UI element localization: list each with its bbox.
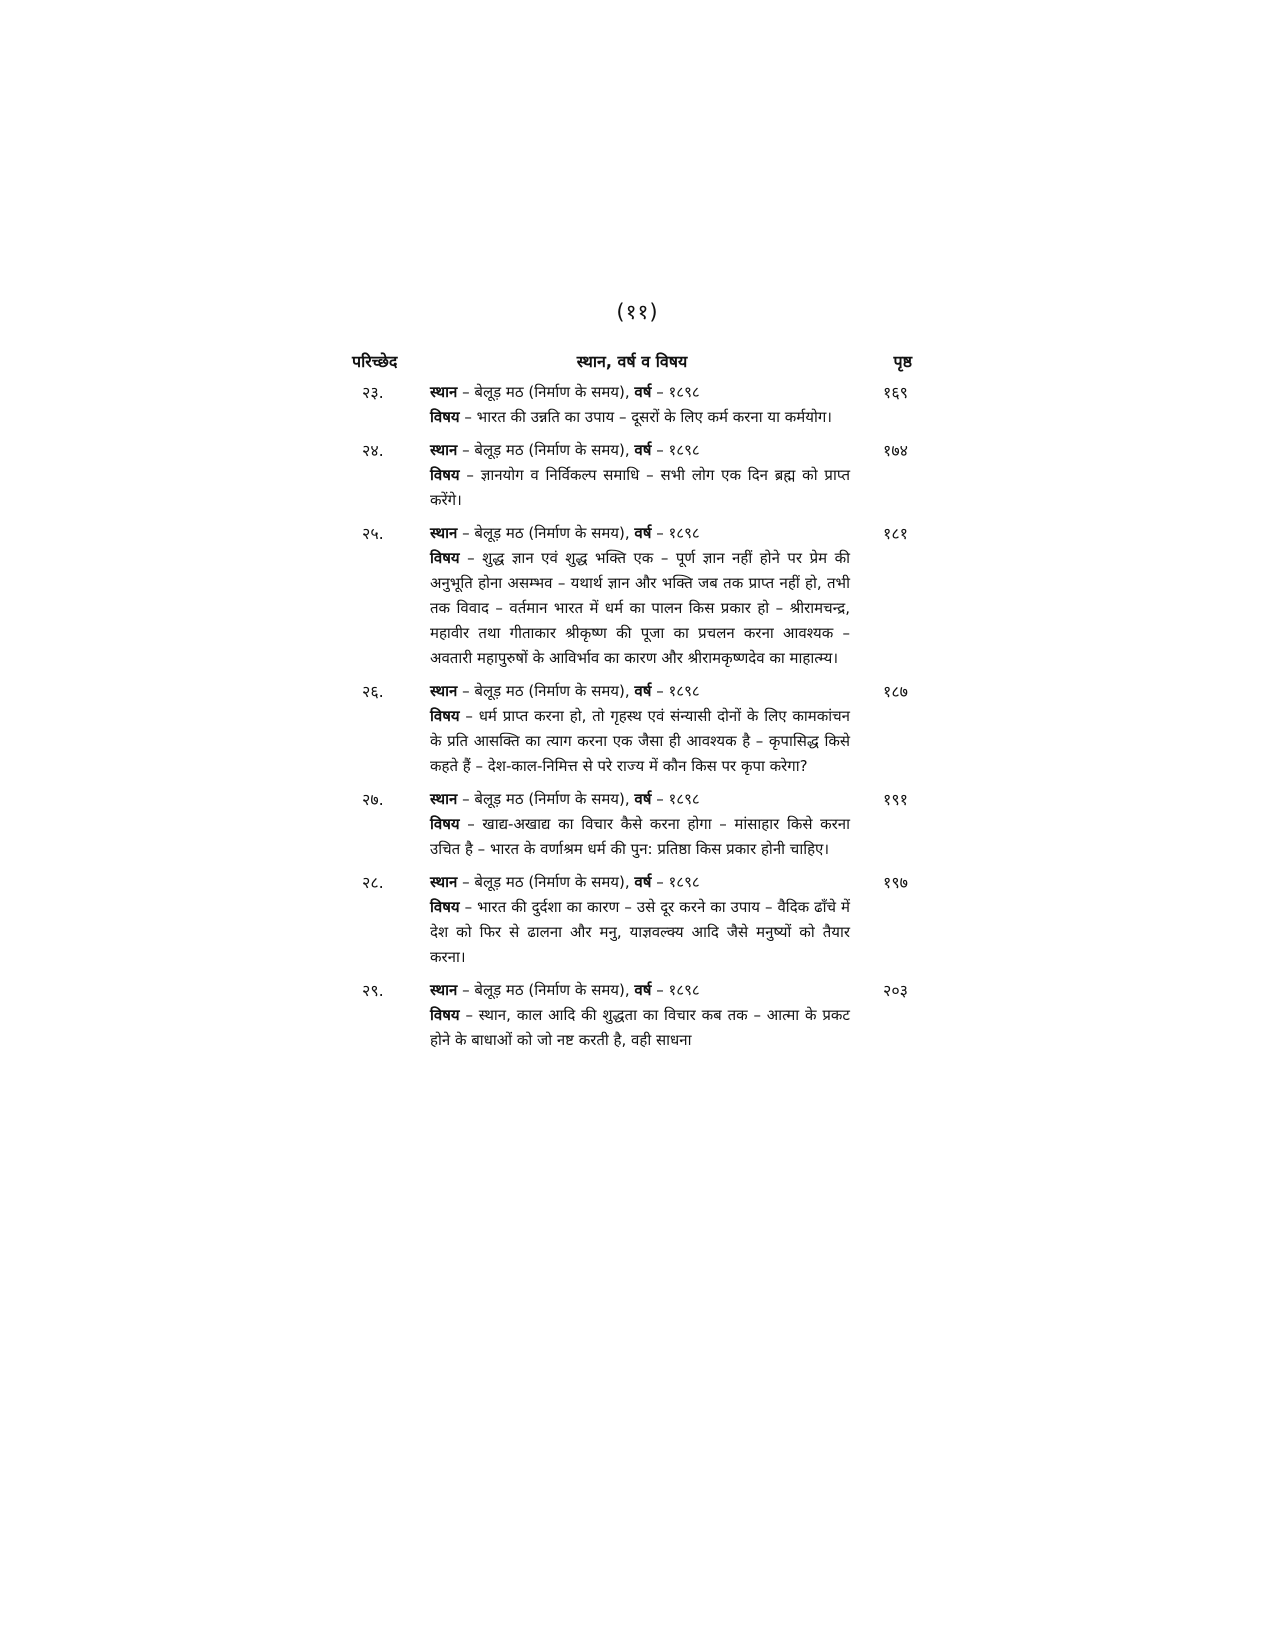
entry-place-line [430,679,850,704]
place-label: स्थान [430,682,458,700]
entry-year: १८९८ [668,873,700,891]
dash: – [459,707,479,725]
entry-year: १८९८ [668,524,700,542]
entry-subject-line [430,408,832,426]
entry-subject: स्थान, काल आदि की शुद्धता का विचार कब तक – आत्मा के प्रकट होने के बाधाओं को जो नष्ट करती है, वही साधना [430,1006,850,1049]
toc-entry [352,521,912,671]
entry-chapter-number: २९. [362,981,384,1000]
entry-chapter-number: २३. [362,383,384,402]
header-chapter: परिच्छेद [352,352,398,371]
entry-subject-line [430,815,850,858]
entry-chapter-number: २८. [362,873,384,892]
entry-place: बेलूड़ मठ (निर्माण के समय), [474,524,630,542]
entry-place-line [430,438,850,463]
toc-entry [352,787,912,862]
place-label: स्थान [430,441,458,459]
entry-chapter-number: २४. [362,441,384,460]
entry-place: बेलूड़ मठ (निर्माण के समय), [474,383,630,401]
toc-entry [352,438,912,513]
entry-page-number: १९७ [883,873,908,892]
year-label: वर्ष [634,524,652,542]
entry-page-number: १७४ [883,441,908,460]
subject-label: विषय [430,815,460,833]
entry-subject: खाद्य-अखाद्य का विचार कैसे करना होगा – मांसाहार किसे करना उचित है – भारत के वर्णाश्रम धर्म की पुन: प्रतिष्ठा किस प्रकार होनी चाहिए। [430,815,851,858]
entry-subject: ज्ञानयोग व निर्विकल्प समाधि – सभी लोग एक दिन ब्रह्म को प्राप्त करेंगे। [430,466,850,509]
entry-subject-line [430,549,850,667]
dash: – [457,441,475,459]
entry-place: बेलूड़ मठ (निर्माण के समय), [474,790,630,808]
dash: – [651,682,669,700]
entry-place-line [430,380,850,405]
dash: – [457,383,475,401]
dash: – [459,1006,479,1024]
year-label: वर्ष [634,790,652,808]
place-label: स्थान [430,873,458,891]
entry-year: १८९८ [668,441,700,459]
place-label: स्थान [430,981,458,999]
entry-subject: धर्म प्राप्त करना हो, तो गृहस्थ एवं संन्यासी दोनों के लिए कामकांचन के प्रति आसक्ति का त्याग करना एक जैसा ही आवश्यक है – कृपासिद्ध किसे कहते हैं – देश-काल-निमित्त से परे राज्य में कौन किस पर कृपा करेगा? [430,707,850,775]
page-number: (११) [616,300,659,324]
toc-entry [352,870,912,970]
dash: – [459,898,478,916]
year-label: वर्ष [634,682,652,700]
entry-subject-line [430,1006,850,1049]
header-subject: स्थान, वर्ष व विषय [576,352,688,371]
entry-place-line [430,870,850,895]
dash: – [459,815,483,833]
entry-subject-line [430,466,850,509]
entry-body [430,870,850,970]
toc-header [352,350,912,380]
year-label: वर्ष [634,383,652,401]
entry-place-line [430,787,850,812]
table-of-contents [352,350,912,1061]
dash: – [651,441,669,459]
entry-body [430,521,850,671]
year-label: वर्ष [634,441,652,459]
entry-page-number: १९१ [883,790,908,809]
subject-label: विषय [430,707,460,725]
dash: – [651,524,669,542]
dash: – [651,383,669,401]
entry-page-number: १६९ [883,383,908,402]
place-label: स्थान [430,383,458,401]
entry-body [430,787,850,862]
entry-subject: भारत की दुर्दशा का कारण – उसे दूर करने का उपाय – वैदिक ढाँचे में देश को फिर से ढालना और मनु, याज्ञवल्क्य आदि जैसे मनुष्यों को तैयार करना। [430,898,850,966]
dash: – [651,981,669,999]
toc-entries [352,380,912,1053]
entry-chapter-number: २७. [362,790,384,809]
entry-body [430,438,850,513]
entry-chapter-number: २५. [362,524,384,543]
dash: – [457,682,475,700]
dash: – [651,873,669,891]
subject-label: विषय [430,549,460,567]
dash: – [457,873,475,891]
toc-entry [352,978,912,1053]
entry-subject-line [430,707,850,775]
entry-body [430,679,850,779]
entry-chapter-number: २६. [362,682,384,701]
entry-year: १८९८ [668,682,700,700]
dash: – [457,790,475,808]
entry-page-number: १८१ [883,524,908,543]
entry-place-line [430,978,850,1003]
entry-subject: भारत की उन्नति का उपाय – दूसरों के लिए कर्म करना या कर्मयोग। [476,408,832,426]
subject-label: विषय [430,408,460,426]
entry-place: बेलूड़ मठ (निर्माण के समय), [474,981,630,999]
dash: – [651,790,669,808]
subject-label: विषय [430,898,460,916]
subject-label: विषय [430,466,460,484]
dash: – [457,524,475,542]
place-label: स्थान [430,524,458,542]
entry-subject: शुद्ध ज्ञान एवं शुद्ध भक्ति एक – पूर्ण ज्ञान नहीं होने पर प्रेम की अनुभूति होना असम्भव – यथार्थ ज्ञान और भक्ति जब तक प्राप्त नहीं हो, तभी तक विवाद – वर्तमान भारत में धर्म का पालन किस प्रकार हो – श्रीरामचन्द्र, महावीर तथा गीताकार श्रीकृष्ण की पूजा का प्रचलन करना आवश्यक – अवतारी महापुरुषों के आविर्भाव का कारण और श्रीरामकृष्णदेव का माहात्म्य। [430,549,850,667]
year-label: वर्ष [634,981,652,999]
entry-year: १८९८ [668,981,700,999]
entry-year: १८९८ [668,790,700,808]
toc-entry [352,679,912,779]
subject-label: विषय [430,1006,460,1024]
entry-year: १८९८ [668,383,700,401]
dash: – [459,466,481,484]
header-page: पृष्ठ [893,352,912,371]
entry-body [430,380,850,430]
dash: – [459,549,483,567]
dash: – [457,981,475,999]
entry-place: बेलूड़ मठ (निर्माण के समय), [474,682,630,700]
entry-subject-line [430,898,850,966]
entry-place-line [430,521,850,546]
year-label: वर्ष [634,873,652,891]
entry-page-number: २०३ [883,981,908,1000]
dash: – [459,408,477,426]
toc-entry [352,380,912,430]
entry-page-number: १८७ [883,682,908,701]
entry-place: बेलूड़ मठ (निर्माण के समय), [474,441,630,459]
entry-place: बेलूड़ मठ (निर्माण के समय), [474,873,630,891]
entry-body [430,978,850,1053]
place-label: स्थान [430,790,458,808]
